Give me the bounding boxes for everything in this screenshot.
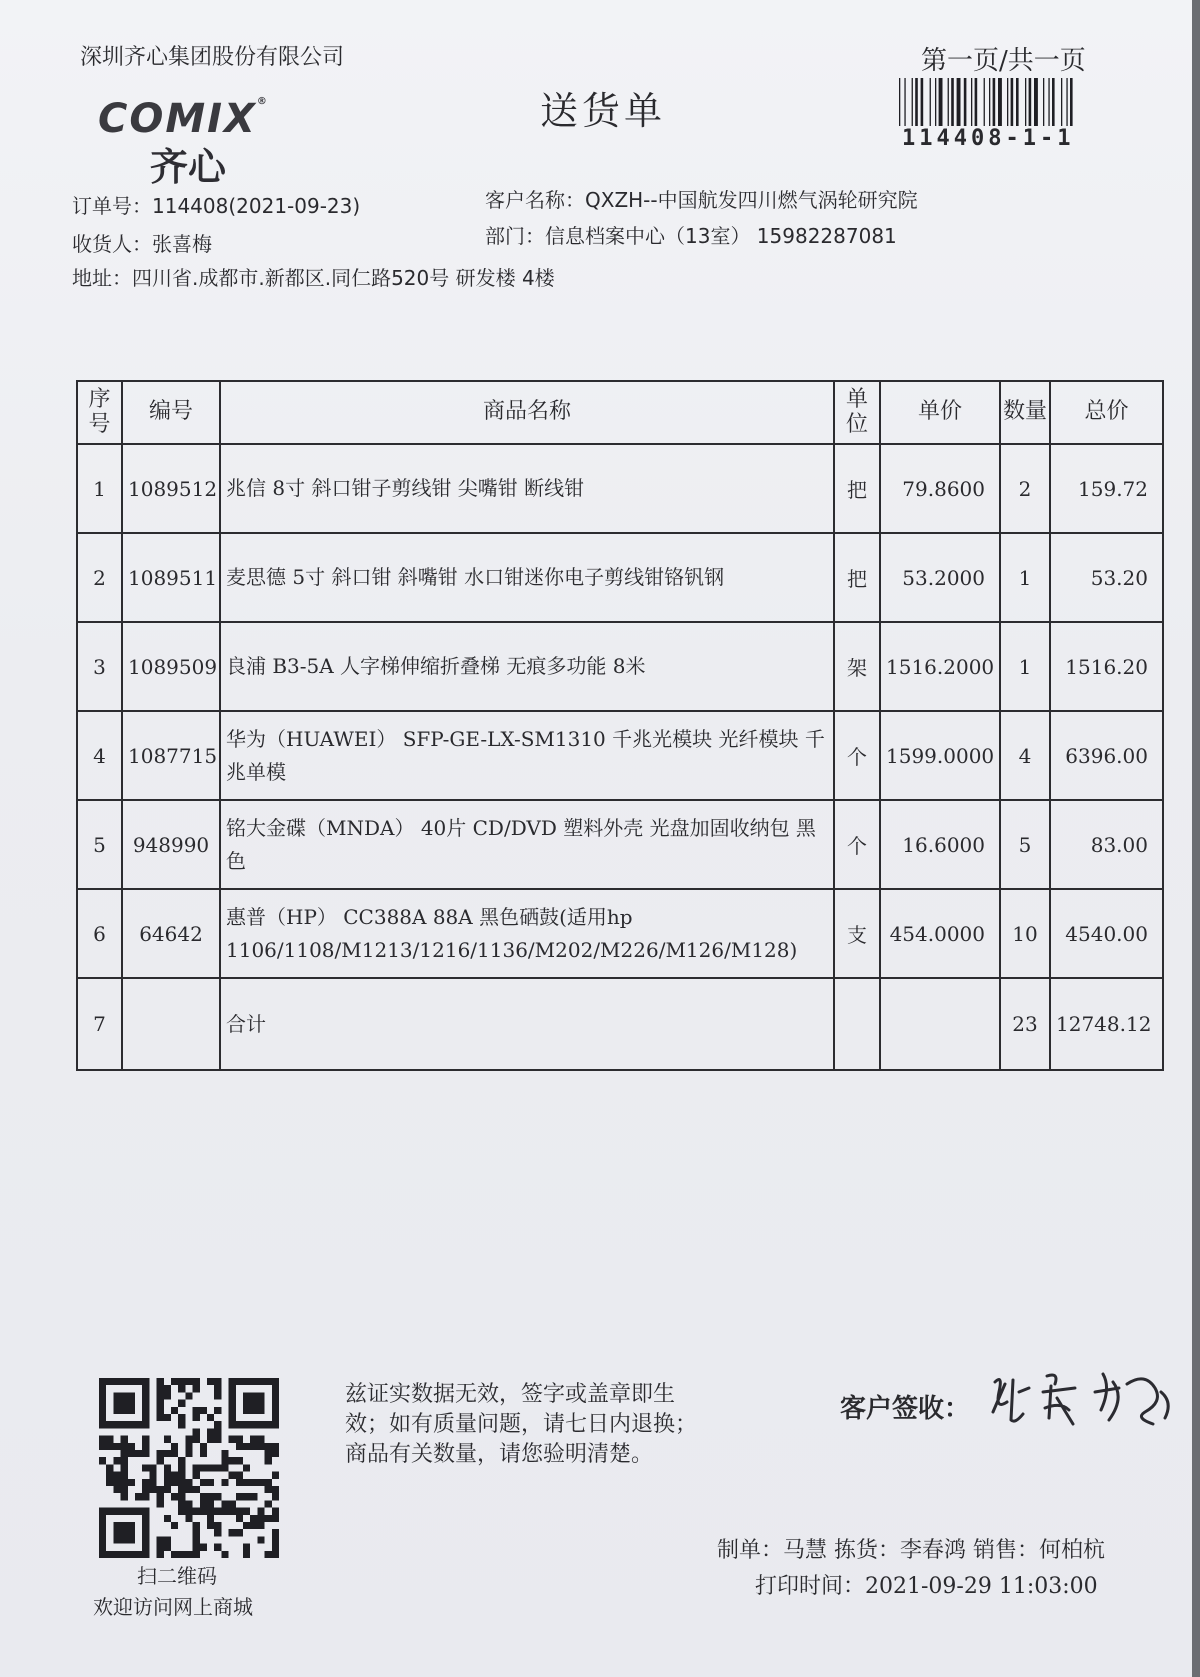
cell-unit: 把 — [834, 444, 880, 533]
barcode-number: 114408-1-1 — [902, 126, 1075, 151]
table-row — [77, 800, 1163, 889]
table-row — [77, 622, 1163, 711]
cell-code: 948990 — [122, 800, 220, 889]
cell-seq: 2 — [77, 533, 122, 622]
cell-price: 53.2000 — [880, 533, 1000, 622]
cell-qty: 4 — [1000, 711, 1050, 800]
barcode — [897, 78, 1109, 126]
cell-qty: 5 — [1000, 800, 1050, 889]
summary-total: 12748.12 — [1050, 978, 1163, 1070]
cell-qty: 1 — [1000, 622, 1050, 711]
cell-qty: 10 — [1000, 889, 1050, 978]
header-unit-price: 单价 — [880, 381, 1000, 444]
cell-unit: 个 — [834, 800, 880, 889]
cell-code: 1087715 — [122, 711, 220, 800]
header-seq: 序号 — [77, 381, 122, 444]
summary-row — [77, 978, 1163, 1070]
address: 地址：四川省.成都市.新都区.同仁路520号 研发楼 4楼 — [72, 266, 555, 290]
cell-total: 6396.00 — [1050, 711, 1163, 800]
cell-unit: 支 — [834, 889, 880, 978]
cell-seq: 7 — [77, 978, 122, 1070]
cell-name: 华为（HUAWEI） SFP-GE-LX-SM1310 千兆光模块 光纤模块 千兆单模 — [220, 711, 834, 800]
cell-code: 64642 — [122, 889, 220, 978]
notice-line: 兹证实数据无效，签字或盖章即生 — [345, 1382, 676, 1407]
cell-price: 79.8600 — [880, 444, 1000, 533]
cell-name: 惠普（HP） CC388A 88A 黑色硒鼓(适用hp 1106/1108/M1213/1216/1136/M202/M226/M126/M128) — [220, 889, 834, 978]
cell-code: 1089511 — [122, 533, 220, 622]
qr-code — [96, 1378, 282, 1558]
company-name: 深圳齐心集团股份有限公司 — [80, 45, 345, 70]
table-row — [77, 533, 1163, 622]
cell-name: 铭大金碟（MNDA） 40片 CD/DVD 塑料外壳 光盘加固收纳包 黑色 — [220, 800, 834, 889]
cell-price: 1599.0000 — [880, 711, 1000, 800]
comix-logo-chinese: 齐心 — [150, 145, 227, 189]
cell-seq: 3 — [77, 622, 122, 711]
header-unit: 单位 — [834, 381, 880, 444]
cell-qty: 1 — [1000, 533, 1050, 622]
header-qty: 数量 — [1000, 381, 1050, 444]
staff-info: 制单：马慧 拣货：李春鸿 销售：何柏杭 — [717, 1538, 1105, 1563]
cell-total: 159.72 — [1050, 444, 1163, 533]
notice-line: 效；如有质量问题，请七日内退换； — [345, 1412, 698, 1437]
customer-sign-label: 客户签收： — [840, 1394, 971, 1424]
logo-wordmark: COMIX — [98, 96, 257, 142]
summary-label: 合计 — [220, 978, 834, 1070]
cell-total: 4540.00 — [1050, 889, 1163, 978]
cell-unit: 架 — [834, 622, 880, 711]
cell-seq: 1 — [77, 444, 122, 533]
handwritten-signature — [985, 1362, 1180, 1432]
cell-seq: 5 — [77, 800, 122, 889]
header-code: 编号 — [122, 381, 220, 444]
header-total: 总价 — [1050, 381, 1163, 444]
table-row — [77, 444, 1163, 533]
cell-code: 1089509 — [122, 622, 220, 711]
receiver: 收货人：张喜梅 — [72, 232, 212, 256]
notice-line: 商品有关数量，请您验明清楚。 — [345, 1442, 654, 1467]
table-header-row — [77, 381, 1163, 444]
cell-price: 16.6000 — [880, 800, 1000, 889]
qr-caption-mall: 欢迎访问网上商城 — [93, 1595, 253, 1619]
print-time: 打印时间：2021-09-29 11:03:00 — [755, 1574, 1098, 1599]
cell-total: 83.00 — [1050, 800, 1163, 889]
cell-code: 1089512 — [122, 444, 220, 533]
comix-logo: COMIX® — [98, 96, 269, 142]
header-name: 商品名称 — [220, 381, 834, 444]
cell-total: 1516.20 — [1050, 622, 1163, 711]
summary-qty: 23 — [1000, 978, 1050, 1070]
cell-total: 53.20 — [1050, 533, 1163, 622]
cell-price: 454.0000 — [880, 889, 1000, 978]
document-title: 送货单 — [540, 89, 667, 133]
cell-name: 兆信 8寸 斜口钳子剪线钳 尖嘴钳 断线钳 — [220, 444, 834, 533]
cell-name: 麦思德 5寸 斜口钳 斜嘴钳 水口钳迷你电子剪线钳铬钒钢 — [220, 533, 834, 622]
cell-qty: 2 — [1000, 444, 1050, 533]
cell-unit: 个 — [834, 711, 880, 800]
cell-code — [122, 978, 220, 1070]
cell-name: 良浦 B3-5A 人字梯伸缩折叠梯 无痕多功能 8米 — [220, 622, 834, 711]
table-row — [77, 711, 1163, 800]
customer-name: 客户名称：QXZH--中国航发四川燃气涡轮研究院 — [485, 188, 918, 212]
department: 部门：信息档案中心（13室） 15982287081 — [485, 224, 897, 248]
table-row — [77, 889, 1163, 978]
cell-seq: 6 — [77, 889, 122, 978]
items-table — [76, 380, 1164, 1071]
notice-text — [345, 1380, 697, 1470]
qr-caption: 扫二维码 — [137, 1564, 217, 1588]
cell-price: 1516.2000 — [880, 622, 1000, 711]
page-indicator: 第一页/共一页 — [921, 46, 1086, 76]
cell-unit: 把 — [834, 533, 880, 622]
cell-price — [880, 978, 1000, 1070]
order-number: 订单号：114408(2021-09-23) — [72, 194, 361, 218]
cell-seq: 4 — [77, 711, 122, 800]
cell-unit — [834, 978, 880, 1070]
